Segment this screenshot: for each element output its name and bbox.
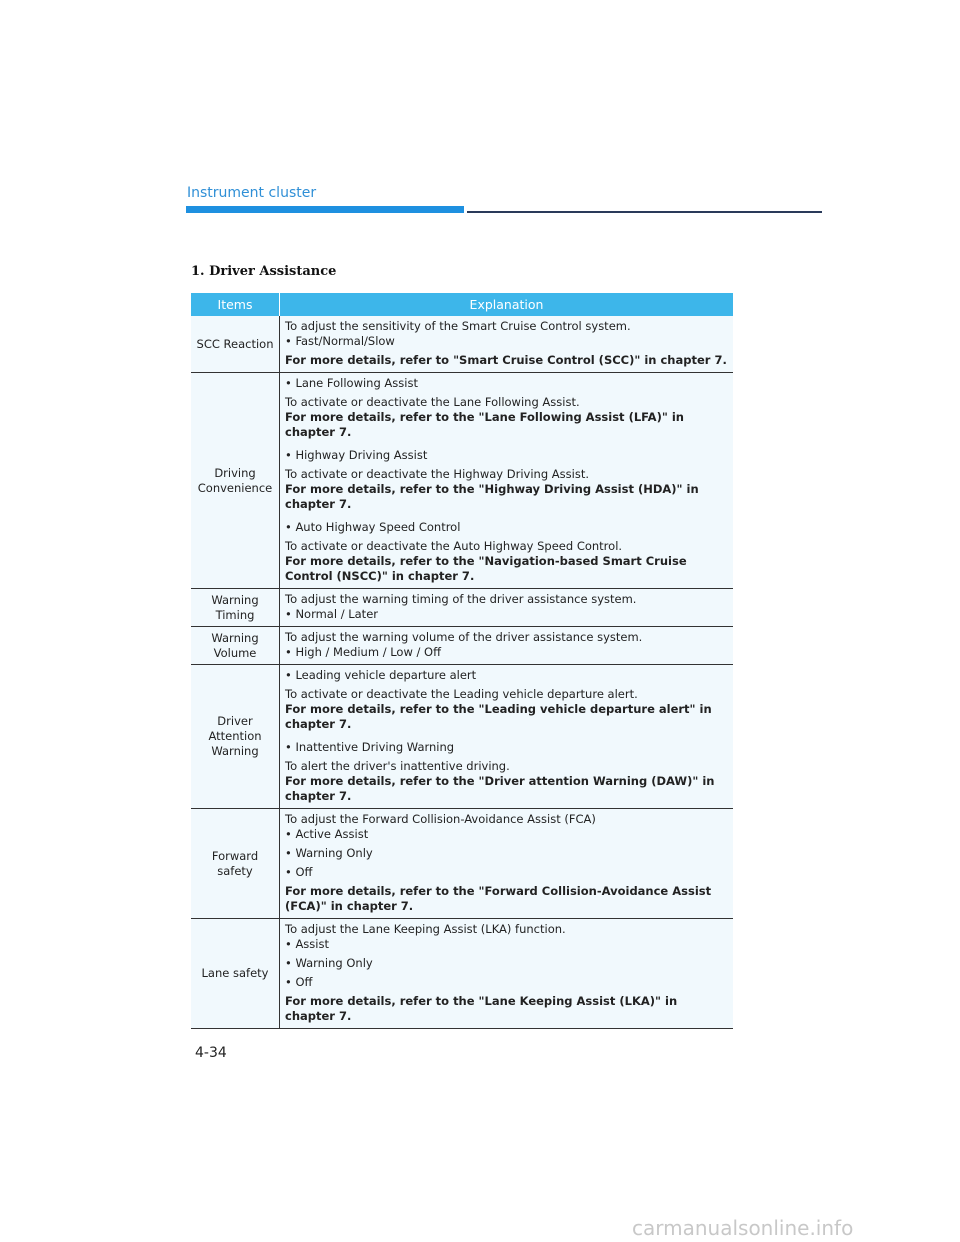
table-row	[191, 627, 733, 665]
item-cell: Warning Volume	[191, 627, 280, 665]
option-list: • Fast/Normal/Slow	[285, 334, 395, 348]
reference-note: For more details, refer to the "Leading vehicle departure alert" in chapter 7.	[285, 702, 712, 731]
sub-item-title: • Leading vehicle departure alert	[285, 668, 477, 682]
sub-item-title: • Highway Driving Assist	[285, 448, 428, 462]
table-row	[191, 373, 733, 589]
reference-note: For more details, refer to the "Forward Collision-Avoidance Assist (FCA)" in chapter 7.	[285, 884, 712, 913]
item-cell: Driver Attention Warning	[191, 665, 280, 809]
item-cell: Forward safety	[191, 809, 280, 919]
driver-assistance-table	[191, 293, 733, 1029]
explanation-cell	[280, 665, 734, 809]
explanation-cell	[280, 589, 734, 627]
header-rule	[467, 211, 822, 213]
section-title: 1. Driver Assistance	[191, 264, 337, 279]
explanation-cell	[280, 809, 734, 919]
reference-note: For more details, refer to "Smart Cruise Control (SCC)" in chapter 7.	[285, 353, 727, 367]
option-item: • Off	[285, 865, 313, 879]
reference-note: For more details, refer to the "Lane Keeping Assist (LKA)" in chapter 7.	[285, 994, 678, 1023]
column-header-items: Items	[191, 293, 280, 316]
explanation-cell	[280, 627, 734, 665]
reference-note: For more details, refer to the "Highway Driving Assist (HDA)" in chapter 7.	[285, 482, 699, 511]
option-list: • Normal / Later	[285, 607, 378, 621]
reference-note: For more details, refer to the "Driver attention Warning (DAW)" in chapter 7.	[285, 774, 715, 803]
section-header-title: Instrument cluster	[187, 185, 317, 201]
reference-note: For more details, refer to the "Lane Following Assist (LFA)" in chapter 7.	[285, 410, 684, 439]
explanation-text: To adjust the Forward Collision-Avoidance Assist (FCA)	[285, 812, 596, 826]
explanation-text: To adjust the warning volume of the driver assistance system.	[285, 630, 643, 644]
column-header-explanation: Explanation	[280, 293, 734, 316]
explanation-text: To adjust the warning timing of the driver assistance system.	[285, 592, 637, 606]
reference-note: For more details, refer to the "Navigation-based Smart Cruise Control (NSCC)" in chapter 7.	[285, 554, 687, 583]
explanation-cell	[280, 919, 734, 1029]
table-row	[191, 919, 733, 1029]
option-item: • Assist	[285, 937, 329, 951]
table-header-row	[191, 293, 733, 316]
watermark: carmanualsonline.info	[632, 1216, 854, 1240]
table-row	[191, 316, 733, 373]
explanation-text: To adjust the Lane Keeping Assist (LKA) function.	[285, 922, 566, 936]
item-cell: Lane safety	[191, 919, 280, 1029]
sub-item-title: • Lane Following Assist	[285, 376, 418, 390]
header-accent-bar	[186, 206, 464, 213]
page-number: 4-34	[195, 1045, 227, 1061]
sub-item-title: • Inattentive Driving Warning	[285, 740, 455, 754]
table-row	[191, 589, 733, 627]
explanation-text: To adjust the sensitivity of the Smart Cruise Control system.	[285, 319, 631, 333]
option-item: • Warning Only	[285, 846, 373, 860]
item-cell: Warning Timing	[191, 589, 280, 627]
option-item: • Warning Only	[285, 956, 373, 970]
explanation-cell	[280, 316, 734, 373]
explanation-text: To alert the driver's inattentive driving.	[285, 759, 510, 773]
option-item: • Active Assist	[285, 827, 369, 841]
explanation-cell	[280, 373, 734, 589]
item-cell: Driving Convenience	[191, 373, 280, 589]
explanation-text: To activate or deactivate the Auto Highway Speed Control.	[285, 539, 623, 553]
option-list: • High / Medium / Low / Off	[285, 645, 442, 659]
explanation-text: To activate or deactivate the Highway Driving Assist.	[285, 467, 589, 481]
sub-item-title: • Auto Highway Speed Control	[285, 520, 461, 534]
table-row	[191, 665, 733, 809]
item-cell: SCC Reaction	[191, 316, 280, 373]
table-row	[191, 809, 733, 919]
option-item: • Off	[285, 975, 313, 989]
explanation-text: To activate or deactivate the Lane Following Assist.	[285, 395, 580, 409]
explanation-text: To activate or deactivate the Leading vehicle departure alert.	[285, 687, 638, 701]
